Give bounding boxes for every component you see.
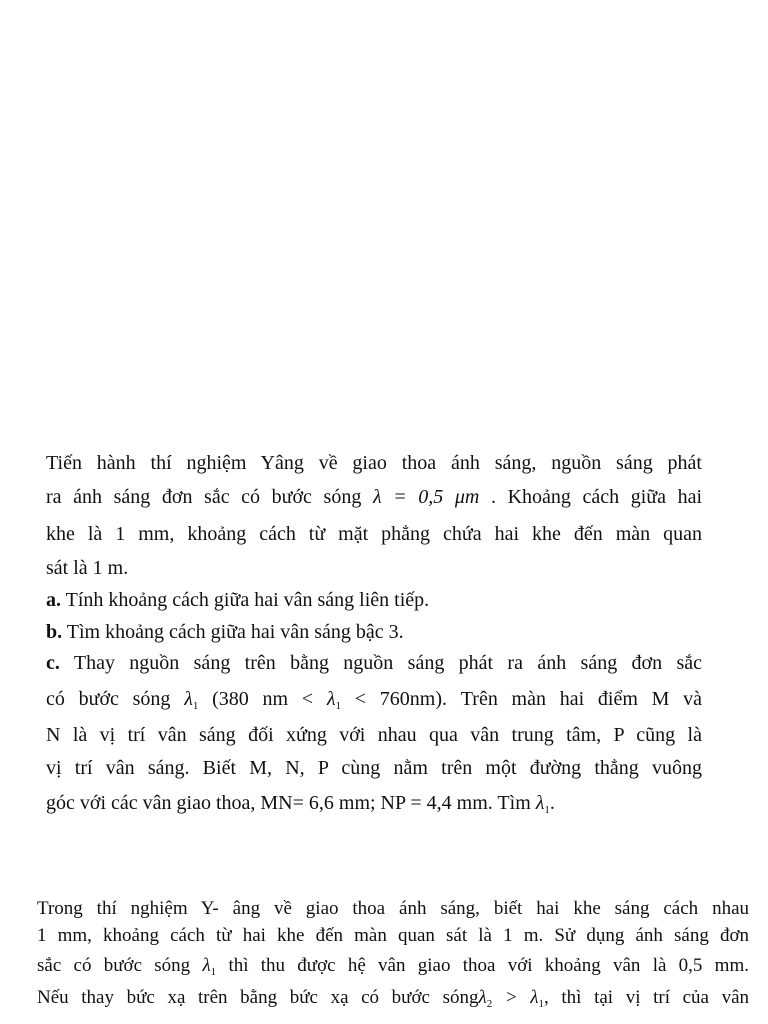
p2-line-4-pre: Nếu thay bức xạ trên bằng bức xạ có bước sóng [37, 987, 479, 1008]
p2-line-4-post: , thì tại vị trí của vân [544, 987, 750, 1008]
p1-line-8 [46, 688, 702, 712]
question-a [46, 589, 429, 612]
question-a-text: Tính khoảng cách giữa hai vân sáng liên tiếp. [65, 589, 430, 611]
question-c-label: c. [46, 652, 60, 674]
p2-line-1: Trong thí nghiệm Y- âng về giao thoa ánh sáng, biết hai khe sáng cách nhau [37, 898, 749, 919]
question-b [46, 621, 404, 644]
question-c [46, 652, 702, 675]
p1-line-2-pre: ra ánh sáng đơn sắc có bước sóng [46, 486, 362, 508]
range-start: (380 nm < [212, 688, 314, 710]
question-b-label: b. [46, 621, 63, 643]
wavelength-formula: λ = 0,5 μm [372, 486, 480, 508]
question-a-label: a. [46, 589, 61, 611]
p2-line-3-post: thì thu được hệ vân giao thoa với khoảng vân là 0,5 mm. [228, 955, 749, 976]
p2-line-3-pre: sắc có bước sóng [37, 955, 191, 976]
question-c-text: Thay nguồn sáng trên bằng nguồn sáng phát ra ánh sáng đơn sắc [73, 652, 702, 674]
p1-line-8-post: Trên màn hai điểm M và [460, 688, 703, 710]
lambda1-symbol-2: $\lambda_1$ [326, 688, 342, 712]
lambda1-symbol-3: $\lambda_1$ [535, 792, 550, 816]
p1-line-10: vị trí vân sáng. Biết M, N, P cùng nằm trên một đường thẳng vuông [46, 757, 702, 779]
p2-line-4 [37, 987, 749, 1010]
lambda1-symbol: $\lambda_1$ [184, 688, 199, 712]
range-end: < 760nm). [354, 688, 448, 710]
p1-line-11: góc với các vân giao thoa, MN= 6,6 mm; NP = 4,4 mm. Tìm $\lambda_1$. [46, 792, 555, 816]
p2-line-2: 1 mm, khoảng cách từ hai khe đến màn quan sát là 1 m. Sử dụng ánh sáng đơn [37, 925, 749, 946]
p1-line-2-post: . Khoảng cách giữa hai [490, 486, 703, 508]
p2-line-3 [37, 955, 749, 978]
p1-line-9: N là vị trí vân sáng đối xứng với nhau qua vân trung tâm, P cũng là [46, 724, 702, 746]
p2-lambda1: $\lambda_1$ [202, 955, 217, 978]
question-b-text: Tìm khoảng cách giữa hai vân sáng bậc 3. [66, 621, 404, 643]
p1-line-3: khe là 1 mm, khoảng cách từ mặt phẳng chứa hai khe đến màn quan [46, 523, 702, 545]
p1-line-8-pre: có bước sóng [46, 688, 171, 710]
p2-inequality: $\lambda_2 > \lambda_1$ [478, 987, 545, 1010]
p1-line-1: Tiến hành thí nghiệm Yâng về giao thoa ánh sáng, nguồn sáng phát [46, 452, 702, 474]
p1-line-11-pre: góc với các vân giao thoa, MN= 6,6 mm; NP = 4,4 mm. Tìm [46, 792, 531, 814]
p1-line-2 [46, 486, 702, 509]
p1-line-4: sát là 1 m. [46, 557, 129, 579]
